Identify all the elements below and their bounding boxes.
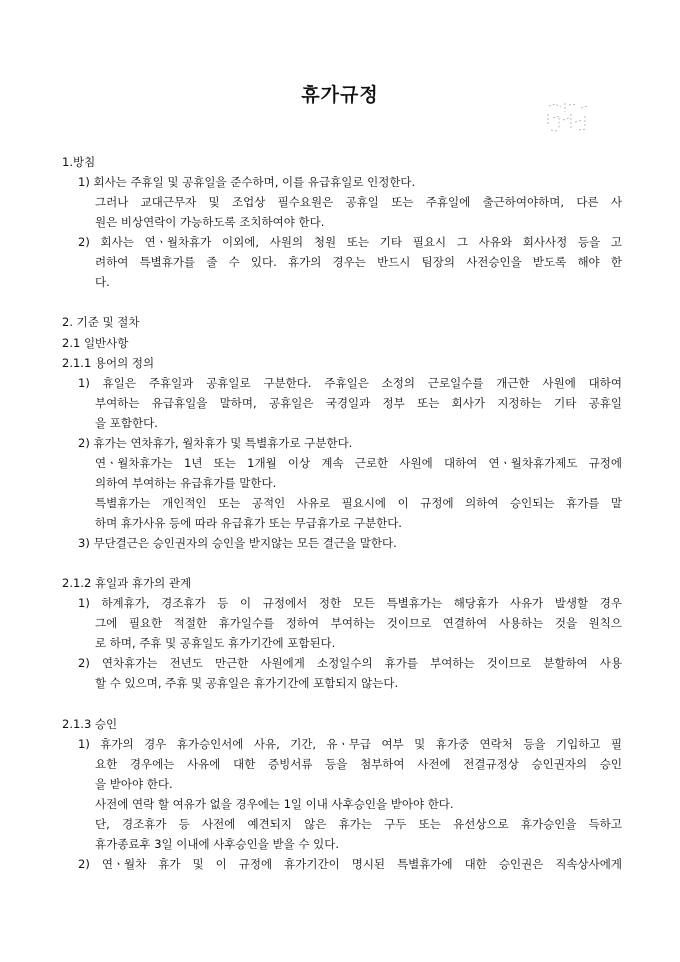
paragraph-line: 다. (95, 275, 110, 289)
paragraph-line: 사전에 연락 할 여유가 없을 경우에는 1일 이내 사후승인을 받아야 한다. (95, 797, 454, 811)
paragraph-line: 특별휴가는 개인적인 또는 공적인 사유로 필요시에 이 규정에 의하여 승인되는 휴가를 말 (95, 496, 622, 510)
paragraph-line: 연ㆍ월차휴가는 1년 또는 1개월 이상 계속 근로한 사원에 대하여 연ㆍ월차휴가제도 규정에 (95, 456, 622, 470)
paragraph-line: 3) 무단결근은 승인권자의 승인을 받지않는 모든 결근을 말한다. (78, 536, 397, 550)
section-heading: 2.1.3 승인 (62, 717, 118, 731)
paragraph-line: 하며 휴가사유 등에 따라 유급휴가 또는 무급휴가로 구분한다. (95, 516, 402, 530)
paragraph-line: 2) 연ㆍ월차 휴가 및 이 규정에 휴가기간이 명시된 특별휴가에 대한 승인권은 직속상사에게 (78, 857, 622, 871)
paragraph-line: 2) 회사는 연ㆍ월차휴가 이외에, 사원의 청원 또는 기타 필요시 그 사유와 회사사정 등을 고 (78, 235, 622, 249)
faint-stamp-mark (545, 100, 591, 134)
section-heading: 2.1.1 용어의 정의 (62, 356, 155, 370)
section-heading: 2. 기준 및 절차 (62, 315, 140, 329)
paragraph-line: 1) 휴가의 경우 휴가승인서에 사유, 기간, 유ㆍ무급 여부 및 휴가중 연락처 등을 기입하고 필 (78, 737, 622, 751)
paragraph-line: 1) 회사는 주휴일 및 공휴일을 준수하며, 이를 유급휴일로 인정한다. (78, 175, 416, 189)
paragraph-line: 1) 휴일은 주휴일과 공휴일로 구분한다. 주휴일은 소정의 근로일수를 개근한 사원에 대하여 (78, 376, 622, 390)
paragraph-line: 그러나 교대근무자 및 조업상 필수요원은 공휴일 또는 주휴일에 출근하여야하며, 다른 사 (95, 195, 622, 209)
paragraph-line: 휴가종료후 3일 이내에 사후승인을 받을 수 있다. (95, 837, 339, 851)
paragraph-line: 을 받아야 한다. (95, 777, 173, 791)
paragraph-line: 요한 경우에는 사유에 대한 증빙서류 등을 첨부하여 사전에 전결규정상 승인권자의 승인 (95, 757, 622, 771)
paragraph-line: 2) 연차휴가는 전년도 만근한 사원에게 소정일수의 휴가를 부여하는 것이므로 분할하여 사용 (78, 656, 622, 670)
paragraph-line: 2) 휴가는 연차휴가, 월차휴가 및 특별휴가로 구분한다. (78, 436, 353, 450)
paragraph-line: 할 수 있으며, 주휴 및 공휴일은 휴가기간에 포함되지 않는다. (95, 676, 399, 690)
paragraph-line: 그에 필요한 적절한 휴가일수를 정하여 부여하는 것이므로 연결하여 사용하는 것을 원칙으 (95, 616, 622, 630)
paragraph-line: 려하여 특별휴가를 줄 수 있다. 휴가의 경우는 반드시 팀장의 사전승인을 받도록 해야 한 (95, 255, 622, 269)
paragraph-line: 단, 경조휴가 등 사전에 예견되지 않은 휴가는 구두 또는 유선상으로 휴가승인을 득하고 (95, 817, 622, 831)
paragraph-line: 원은 비상연락이 가능하도록 조치하여야 한다. (95, 215, 325, 229)
document-title: 휴가규정 (301, 84, 379, 106)
paragraph-line: 로 하며, 주휴 및 공휴일도 휴가기간에 포함된다. (95, 636, 336, 650)
paragraph-line: 1) 하계휴가, 경조휴가 등 이 규정에서 정한 모든 특별휴가는 해당휴가 사유가 발생할 경우 (78, 596, 622, 610)
section-heading: 1.방침 (62, 155, 96, 169)
section-heading: 2.1.2 휴일과 휴가의 관계 (62, 576, 192, 590)
paragraph-line: 의하여 부여하는 유급휴가를 말한다. (95, 476, 277, 490)
paragraph-line: 을 포함한다. (95, 416, 158, 430)
paragraph-line: 부여하는 유급휴일을 말하며, 공휴일은 국경일과 정부 또는 회사가 지정하는 기타 공휴일 (95, 396, 622, 410)
section-heading: 2.1 일반사항 (62, 336, 129, 350)
